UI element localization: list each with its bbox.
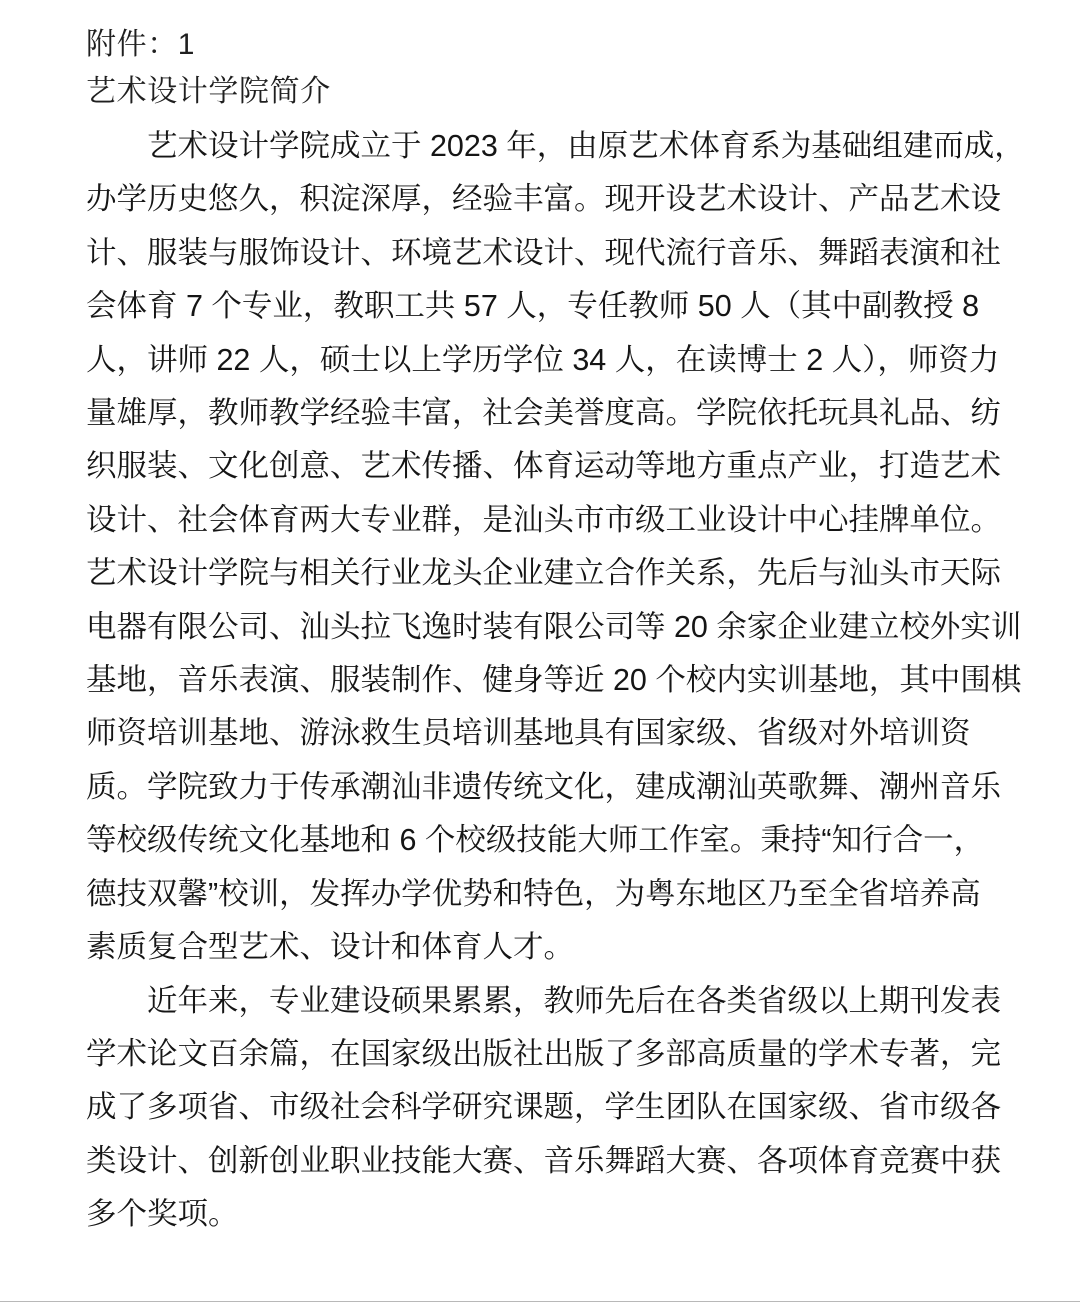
paragraph-line: 学术论文百余篇，在国家级出版社出版了多部高质量的学术专著，完 (86, 1036, 1001, 1071)
paragraph-line: 类设计、创新创业职业技能大赛、音乐舞蹈大赛、各项体育竞赛中获 (86, 1143, 1001, 1178)
paragraph-line: 素质复合型艺术、设计和体育人才。 (86, 930, 574, 965)
paragraph-line: 师资培训基地、游泳救生员培训基地具有国家级、省级对外培训资 (86, 716, 971, 751)
paragraph-line: 人，讲师 22 人，硕士以上学历学位 34 人，在读博士 2 人），师资力 (86, 342, 1000, 377)
paragraph-line: 设计、社会体育两大专业群，是汕头市市级工业设计中心挂牌单位。 (86, 502, 1001, 537)
paragraph-line: 电器有限公司、汕头拉飞逸时装有限公司等 20 余家企业建立校外实训 (86, 609, 1022, 644)
paragraph-line: 织服装、文化创意、艺术传播、体育运动等地方重点产业，打造艺术 (86, 449, 1001, 484)
paragraph-line: 近年来，专业建设硕果累累，教师先后在各类省级以上期刊发表 (86, 983, 1001, 1018)
document-body (86, 22, 1025, 1242)
paragraph-line: 计、服装与服饰设计、环境艺术设计、现代流行音乐、舞蹈表演和社 (86, 235, 1001, 270)
paragraph-line: 德技双馨”校训，发挥办学优势和特色，为粤东地区乃至全省培养高 (86, 876, 981, 911)
document-title: 艺术设计学院简介 (86, 75, 331, 108)
paragraph-line: 质。学院致力于传承潮汕非遗传统文化，建成潮汕英歌舞、潮州音乐 (86, 769, 1001, 804)
paragraph-line: 会体育 7 个专业，教职工共 57 人，专任教师 50 人（其中副教授 8 (86, 289, 980, 324)
paragraph-line: 艺术设计学院与相关行业龙头企业建立合作关系，先后与汕头市天际 (86, 556, 1001, 591)
paragraph-line: 量雄厚，教师教学经验丰富，社会美誉度高。学院依托玩具礼品、纺 (86, 396, 1001, 431)
paragraph-2 (86, 975, 1006, 1242)
paragraph-1 (86, 120, 1025, 975)
paragraph-line: 成了多项省、市级社会科学研究课题，学生团队在国家级、省市级各 (86, 1090, 1001, 1125)
attachment-label: 附件：1 (86, 28, 196, 61)
paragraph-line: 等校级传统文化基地和 6 个校级技能大师工作室。秉持“知行合一， (86, 823, 985, 858)
paragraph-line: 艺术设计学院成立于 2023 年，由原艺术体育系为基础组建而成， (86, 129, 1025, 163)
paragraph-line: 办学历史悠久，积淀深厚，经验丰富。现开设艺术设计、产品艺术设 (86, 182, 1001, 217)
paragraph-line: 基地，音乐表演、服装制作、健身等近 20 个校内实训基地，其中围棋 (86, 663, 1022, 698)
paragraph-line: 多个奖项。 (86, 1197, 239, 1232)
